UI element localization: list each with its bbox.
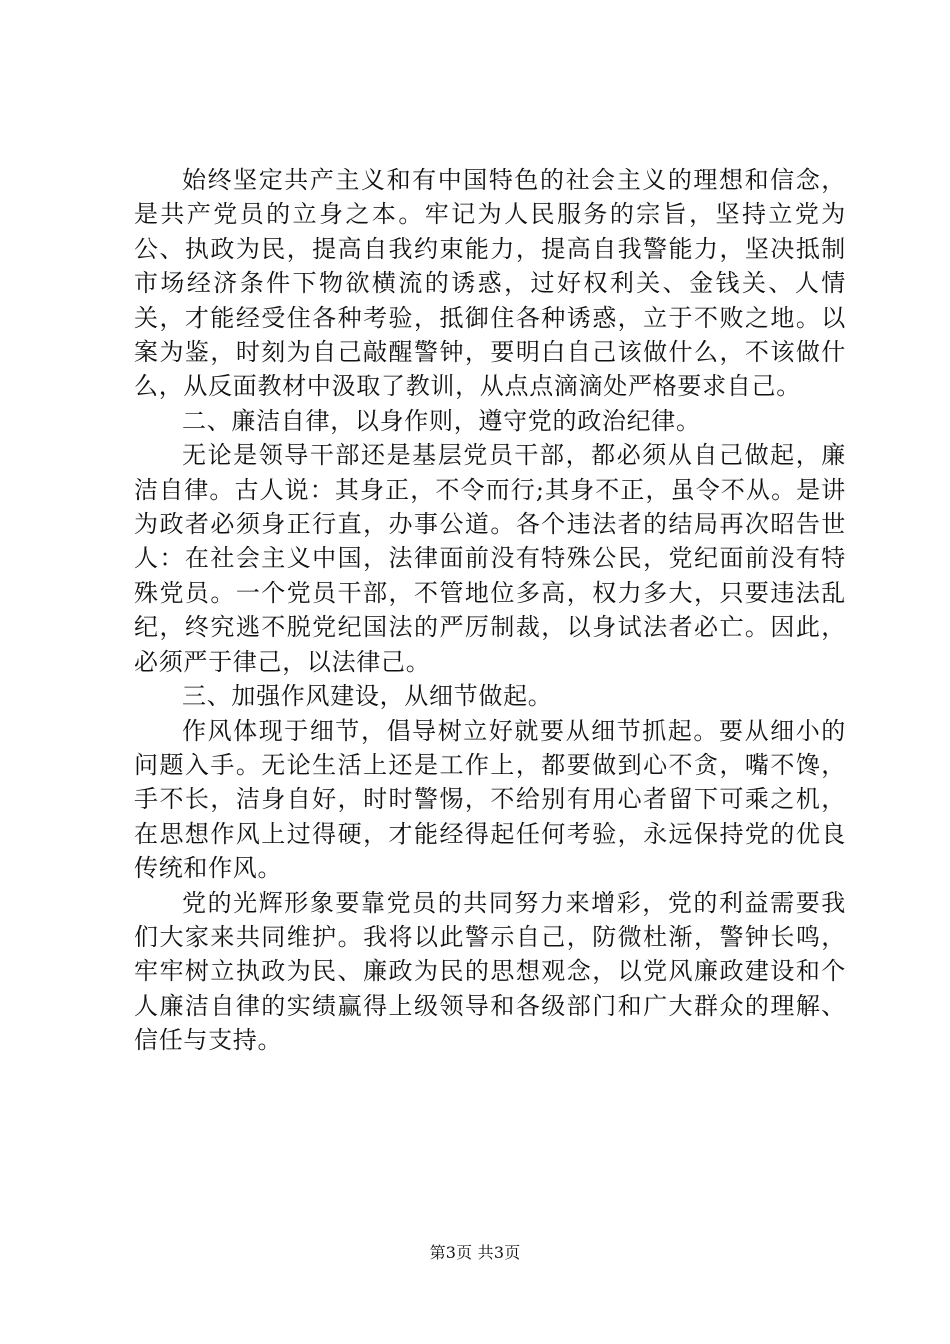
document-body <box>134 163 846 1058</box>
page-footer: 第3页 共3页 <box>429 1243 521 1262</box>
section-heading-3: 三、加强作风建设，从细节做起。 <box>182 682 553 711</box>
paragraph-ideals: 始终坚定共产主义和有中国特色的社会主义的理想和信念，是共产党员的立身之本。牢记为人民服务的宗旨，坚持立党为公、执政为民，提高自我约束能力，提高自我警能力，坚决抵制市场经济条件下物欲横流的诱惑，过好权利关、金钱关、人情关，才能经受住各种考验，抵御住各种诱惑，立于不败之地。以案为鉴，时刻为自己敲醒警钟，要明白自己该做什么，不该做什么，从反面教材中汲取了教训，从点点滴滴处严格要求自己。 <box>134 166 846 401</box>
paragraph-work-style: 作风体现于细节，倡导树立好就要从细节抓起。要从细小的问题入手。无论生活上还是工作上，都要做到心不贪，嘴不馋，手不长，洁身自好，时时警惕，不给别有用心者留下可乘之机，在思想作风上过得硬，才能经得起任何考验，永远保持党的优良传统和作风。 <box>134 716 846 883</box>
section-heading-2: 二、廉洁自律，以身作则，遵守党的政治纪律。 <box>182 406 701 435</box>
paragraph-conclusion: 党的光辉形象要靠党员的共同努力来增彩，党的利益需要我们大家来共同维护。我将以此警示自己，防微杜渐，警钟长鸣，牢牢树立执政为民、廉政为民的思想观念，以党风廉政建设和个人廉洁自律的实绩赢得上级领导和各级部门和广大群众的理解、信任与支持。 <box>134 888 846 1055</box>
paragraph-self-discipline: 无论是领导干部还是基层党员干部，都必须从自己做起，廉洁自律。古人说：其身正，不令而行;其身不正，虽令不从。是讲为政者必须身正行直，办事公道。各个违法者的结局再次昭告世人：在社会主义中国，法律面前没有特殊公民，党纪面前没有特殊党员。一个党员干部，不管地位多高，权力多大，只要违法乱纪，终究逃不脱党纪国法的严厉制裁，以身试法者必亡。因此，必须严于律己，以法律己。 <box>134 441 846 676</box>
